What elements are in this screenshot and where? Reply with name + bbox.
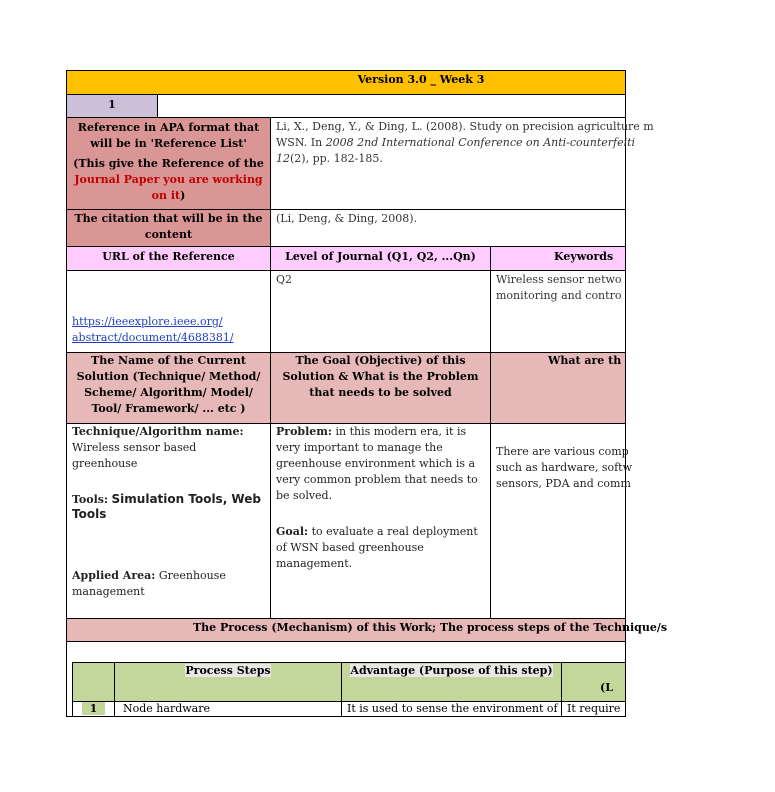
reference-conference: 2008 2nd International Conference on Anti-counterfeiti bbox=[325, 136, 636, 149]
reference-label: Reference in APA format that will be in 'Reference List' bbox=[77, 121, 260, 150]
technique-value: Wireless sensor based greenhouse bbox=[72, 441, 197, 470]
keywords-header-cell bbox=[490, 246, 626, 271]
reference-note bbox=[73, 156, 264, 204]
process-title: The Process (Mechanism) of this Work; The process steps of the Technique/s bbox=[193, 621, 668, 634]
reference-line3 bbox=[276, 151, 620, 167]
process-title-cell bbox=[66, 618, 668, 642]
level-cell bbox=[270, 270, 491, 353]
tools-label: Tools: bbox=[72, 493, 109, 506]
components-cell bbox=[490, 423, 633, 619]
goal-description: to evaluate a real deployment of WSN based greenhouse management. bbox=[276, 525, 478, 570]
process-steps-header-cell bbox=[114, 662, 342, 702]
process-row-advantage: It is used to sense the environment of bbox=[347, 702, 558, 715]
url-header: URL of the Reference bbox=[102, 250, 235, 263]
table-number-cell bbox=[66, 94, 158, 118]
problem-goal-cell bbox=[270, 423, 491, 619]
technique-label: Technique/Algorithm name: bbox=[72, 425, 244, 438]
keywords-header: Keywords bbox=[554, 250, 614, 263]
reference-in: WSN. In bbox=[276, 136, 326, 149]
reference-line1: Li, X., Deng, Y., & Ding, L. (2008). Study on precision agriculture m bbox=[276, 120, 654, 133]
process-advantage-header: Advantage (Purpose of this step) bbox=[350, 664, 553, 677]
reference-note-open: (This give the Reference of the bbox=[73, 157, 264, 170]
citation-text-cell bbox=[270, 209, 626, 247]
applied-area-value: Greenhouse management bbox=[72, 569, 226, 598]
reference-url-line2: abstract/document/4688381/ bbox=[72, 331, 234, 344]
url-cell bbox=[66, 270, 271, 353]
problem-label: Problem: bbox=[276, 425, 332, 438]
applied-area-line bbox=[72, 568, 265, 600]
process-row-num: 1 bbox=[82, 702, 106, 715]
process-row-next-cell bbox=[561, 701, 626, 717]
process-steps-header: Process Steps bbox=[185, 664, 271, 677]
level-header: Level of Journal (Q1, Q2, ...Qn) bbox=[285, 250, 476, 263]
solution-goal-header-cell bbox=[270, 352, 491, 424]
keywords-line2: monitoring and contro bbox=[496, 289, 622, 302]
process-row-step-cell bbox=[114, 701, 342, 717]
process-row-num-cell bbox=[72, 701, 115, 717]
url-header-cell bbox=[66, 246, 271, 271]
citation-label: The citation that will be in the content bbox=[74, 212, 263, 241]
problem-description: in this modern era, it is very important to manage the greenhouse environment which is a very common problem that needs to be solved. bbox=[276, 425, 478, 502]
tools-line bbox=[72, 492, 265, 522]
citation-text: (Li, Deng, & Ding, 2008). bbox=[276, 212, 418, 225]
reference-text-cell bbox=[270, 117, 654, 210]
reference-volume: 12 bbox=[276, 152, 290, 165]
solution-what-header-cell bbox=[490, 352, 626, 424]
keywords-cell bbox=[490, 270, 626, 353]
reference-pages: (2), pp. 182-185. bbox=[290, 152, 383, 165]
keywords-line1: Wireless sensor netwo bbox=[496, 273, 622, 286]
process-row-step: Node hardware bbox=[123, 702, 210, 715]
problem-text bbox=[276, 424, 485, 504]
process-next-header-cell bbox=[561, 662, 626, 702]
journal-level: Q2 bbox=[276, 273, 293, 286]
reference-label-cell bbox=[66, 117, 271, 210]
solution-what-header: What are th bbox=[548, 354, 622, 367]
solution-goal-header: The Goal (Objective) of this Solution & What is the Problem that needs to be solved bbox=[282, 354, 479, 399]
process-row-next: It require bbox=[567, 702, 621, 715]
solution-name-header-cell bbox=[66, 352, 271, 424]
table-number: 1 bbox=[108, 98, 116, 111]
solution-name-header: The Name of the Current Solution (Technique/ Method/ Scheme/ Algorithm/ Model/ Tool/ Framework/ ... etc ) bbox=[76, 354, 261, 415]
process-advantage-header-cell bbox=[341, 662, 562, 702]
reference-note-red: Journal Paper you are working on it bbox=[74, 173, 263, 202]
process-next-header: (L bbox=[600, 681, 613, 694]
components-line2: such as hardware, softw bbox=[496, 461, 633, 474]
components-line1: There are various comp bbox=[496, 445, 629, 458]
components-line3: sensors, PDA and comm bbox=[496, 477, 631, 490]
citation-label-cell bbox=[66, 209, 271, 247]
version-header bbox=[66, 70, 626, 95]
applied-area-label: Applied Area: bbox=[72, 569, 156, 582]
reference-url-link[interactable] bbox=[72, 314, 265, 346]
process-row-advantage-cell bbox=[341, 701, 562, 717]
number-row-blank bbox=[157, 94, 626, 118]
version-text: Version 3.0 _ Week 3 bbox=[357, 73, 485, 86]
goal-label: Goal: bbox=[276, 525, 309, 538]
process-num-header bbox=[72, 662, 115, 702]
tools-value: Simulation Tools, Web Tools bbox=[72, 492, 261, 521]
goal-text bbox=[276, 524, 485, 572]
level-header-cell bbox=[270, 246, 491, 271]
reference-url-line1: https://ieeexplore.ieee.org/ bbox=[72, 315, 223, 328]
reference-note-close: ) bbox=[180, 189, 186, 202]
technique-cell bbox=[66, 423, 271, 619]
reference-line2 bbox=[276, 135, 636, 151]
